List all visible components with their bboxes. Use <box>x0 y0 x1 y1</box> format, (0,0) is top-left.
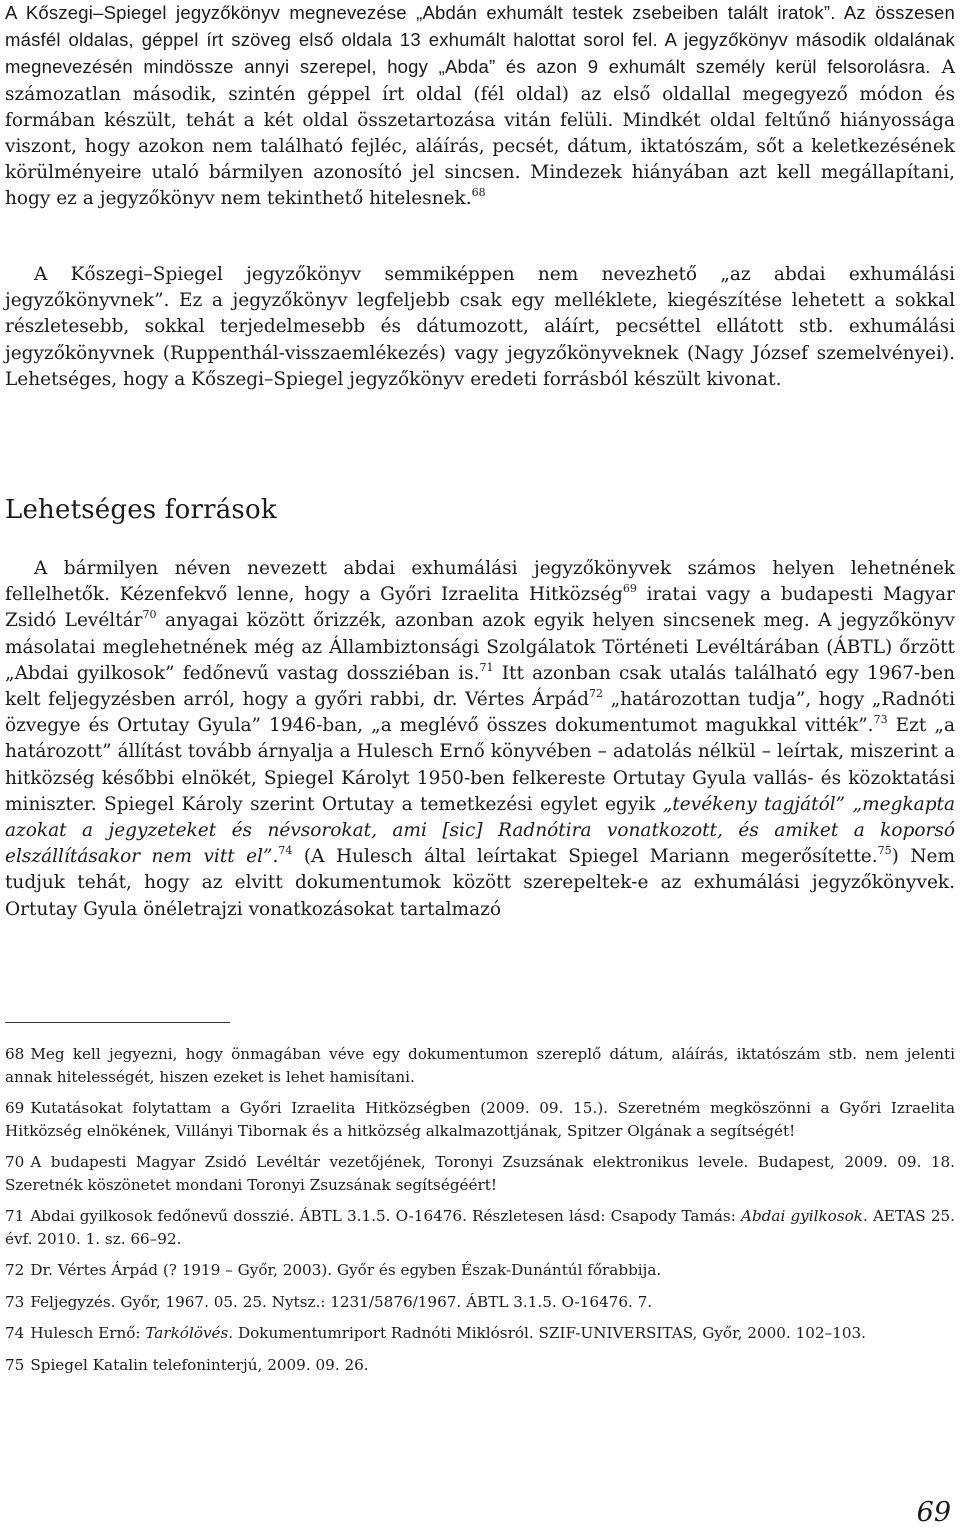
quoted-italic-text: „tevékeny tagjától” „megkapta azokat a jegyzeteket és névsorokat, ami [sic] Radnótira vonatkozott, és amiket a koporsó elszállításakor nem vitt el” <box>5 793 955 868</box>
footnote-text: Abdai gyilkosok fedőnevű dosszié. ÁBTL 3.1.5. O-16476. Részletesen lásd: Csapody Tamás: <box>30 1207 741 1225</box>
footnote-ref-70[interactable]: 70 <box>142 608 157 622</box>
paragraph-text: A bármilyen néven nevezett abdai exhumálási jegyzőkönyvek számos helyen lehetnének fellelhetők. Kézenfekvő lenne, hogy a Győri Izraelita Hitközség <box>5 558 955 606</box>
footnote-text: Meg kell jegyezni, hogy önmagában véve egy dokumentumon szereplő dátum, aláírás, iktatószám stb. nem jelenti annak hitelességét, hiszen ezeket is lehet hamisítani. <box>5 1045 955 1086</box>
paragraph-text: ) Nem tudjuk tehát, hogy az elvitt dokumentumok között szerepeltek-e az exhumálási jegyzőkönyvek. Ortutay Gyula önéletrajzi vonatkozásokat tartalmazó <box>5 846 955 920</box>
footnote-ref-68[interactable]: 68 <box>471 186 486 200</box>
footnotes-section <box>5 1043 955 1385</box>
footnote-text: Dr. Vértes Árpád (? 1919 – Győr, 2003). Győr és egyben Észak-Dunántúl főrabbija. <box>30 1261 662 1279</box>
footnote-number: 69 <box>5 1099 25 1117</box>
paragraph-not-exhumation-record <box>5 262 955 393</box>
paragraph-koszegi-spiegel-description <box>5 0 955 213</box>
footnote-italic-title: Abdai gyilkosok. <box>740 1207 868 1225</box>
footnote-73 <box>5 1291 955 1314</box>
paragraph-text: Itt azonban csak utalás található egy 1967-ben kelt feljegyzésben arról, hogy a győri rabbi, dr. Vértes Árpád <box>5 662 956 711</box>
paragraph-text: Ezt „a határozott” állítást tovább árnyalja a Hulesch Ernő könyvében – adatolás nélkül – leírtak, miszerint a hitközség későbbi elnökét, Spiegel Károlyt 1950-ben felkereste Ortutay Gyula vallás- és közoktatási miniszter. Spiegel Károly szerint Ortutay a temetkezési egylet egyik <box>5 715 956 815</box>
footnote-number: 75 <box>5 1355 25 1374</box>
section-heading: Lehetséges források <box>5 495 277 525</box>
page-number: 69 <box>916 1497 951 1528</box>
footnote-text: A budapesti Magyar Zsidó Levéltár vezetőjének, Toronyi Zsuzsának elektronikus levele. Budapest, 2009. 09. 18. Szeretnék köszönetet mondani Toronyi Zsuzsának segítségéért! <box>5 1153 955 1194</box>
footnote-text: Feljegyzés. Győr, 1967. 05. 25. Nytsz.: 1231/5876/1967. ÁBTL 3.1.5. O-16476. 7. <box>30 1292 653 1311</box>
footnote-number: 74 <box>5 1324 25 1342</box>
footnote-text: AETAS 25. évf. 2010. 1. sz. 66–92. <box>5 1207 955 1248</box>
footnote-divider <box>5 1022 230 1023</box>
footnote-number: 70 <box>5 1153 25 1171</box>
paragraph-text: A Kőszegi–Spiegel jegyzőkönyv semmiképpen nem nevezhető „az abdai exhumálási jegyzőkönyvnek”. Ez a jegyzőkönyv legfeljebb csak egy melléklete, kiegészítése lehetett a sokkal részletesebb, sokkal terjedelmesebb és dátumozott, aláírt, pecséttel ellátott stb. exhumálási jegyzőkönyvnek (Ruppenthál-visszaemlékezés) vagy jegyzőkönyveknek (Nagy József szemelvényei). Lehetséges, hogy a Kőszegi–Spiegel jegyzőkönyv eredeti forrásból készült kivonat. <box>5 264 955 390</box>
footnote-ref-73[interactable]: 73 <box>873 713 888 727</box>
footnote-ref-75[interactable]: 75 <box>877 844 892 858</box>
footnote-ref-71[interactable]: 71 <box>479 660 494 674</box>
footnote-74 <box>5 1322 955 1345</box>
footnote-text: Kutatásokat folytattam a Győri Izraelita Hitközségben (2009. 09. 15.). Szeretném megköszönni a Győri Izraelita Hitközség elnökének, Villányi Tibornak és a hitközség alkalmazottjának, Spitzer Olgának a segítségét! <box>5 1099 955 1140</box>
footnote-text: Dokumentumriport Radnóti Miklósról. SZIF-UNIVERSITAS, Győr, 2000. 102–103. <box>233 1324 867 1342</box>
footnote-ref-74[interactable]: 74 <box>278 844 293 858</box>
footnote-number: 72 <box>5 1261 25 1279</box>
footnote-text: Spiegel Katalin telefoninterjú, 2009. 09. 26. <box>30 1355 369 1374</box>
paragraph-text: „határozottan tudja”, hogy „Radnóti özvegye és Ortutay Gyula” 1946-ban, „a meglévő összes dokumentumot magukkal vitték”. <box>5 689 955 737</box>
paragraph-text: iratai vagy a budapesti Magyar Zsidó Levéltár <box>5 584 955 632</box>
typed-text-segment: A Kőszegi–Spiegel jegyzőkönyv megnevezése „Abdán exhumált testek zsebeiben talált iratok”. Az összesen másfél oldalas, géppel írt szöveg első oldala 13 exhumált halottat sorol fel. A jegyzőkönyv második oldalának megnevezésén mindössze annyi szerepel, hogy „Abda” és azon 9 exhumált személy kerül felsorolásra. <box>5 2 955 78</box>
footnote-71 <box>5 1205 955 1250</box>
footnote-ref-69[interactable]: 69 <box>622 582 637 596</box>
paragraph-text: . <box>272 846 279 868</box>
paragraph-text: (A Hulesch által leírtakat Spiegel Mariann megerősítette. <box>292 846 878 868</box>
paragraph-text: A számozatlan második, szintén géppel írt oldal (fél oldal) az első oldallal megegyező módon és formában készült, tehát a két oldal összetartozása vitán felüli. Mindkét oldal feltűnő hiányossága viszont, hogy azokon nem található fejléc, aláírás, pecsét, dátum, iktatószám, sőt a keletkezésének körülményeire utaló bármilyen azonosító jel sincsen. Mindezek hiányában azt kell megállapítani, hogy ez a jegyzőkönyv nem tekinthető hitelesnek. <box>5 57 955 210</box>
footnote-text: Hulesch Ernő: <box>30 1324 146 1342</box>
footnote-ref-72[interactable]: 72 <box>589 686 603 700</box>
footnote-number: 73 <box>5 1292 25 1311</box>
footnote-68 <box>5 1043 955 1088</box>
footnote-number: 68 <box>5 1045 25 1063</box>
footnote-70 <box>5 1151 955 1196</box>
paragraph-text: anyagai között őrizzék, azonban azok egyik helyen sincsenek meg. A jegyzőkönyv másolatai meglehetnének még az Állambiztonsági Szolgálatok Történeti Levéltárában (ÁBTL) őrzött „Abdai gyilkosok” fedőnevű vastag dossziéban is. <box>5 610 955 684</box>
footnote-72 <box>5 1259 955 1282</box>
footnote-69 <box>5 1097 955 1142</box>
footnote-75 <box>5 1354 955 1377</box>
footnote-number: 71 <box>5 1207 25 1225</box>
footnote-italic-title: Tarkólövés. <box>145 1324 234 1342</box>
paragraph-possible-sources <box>5 556 955 923</box>
